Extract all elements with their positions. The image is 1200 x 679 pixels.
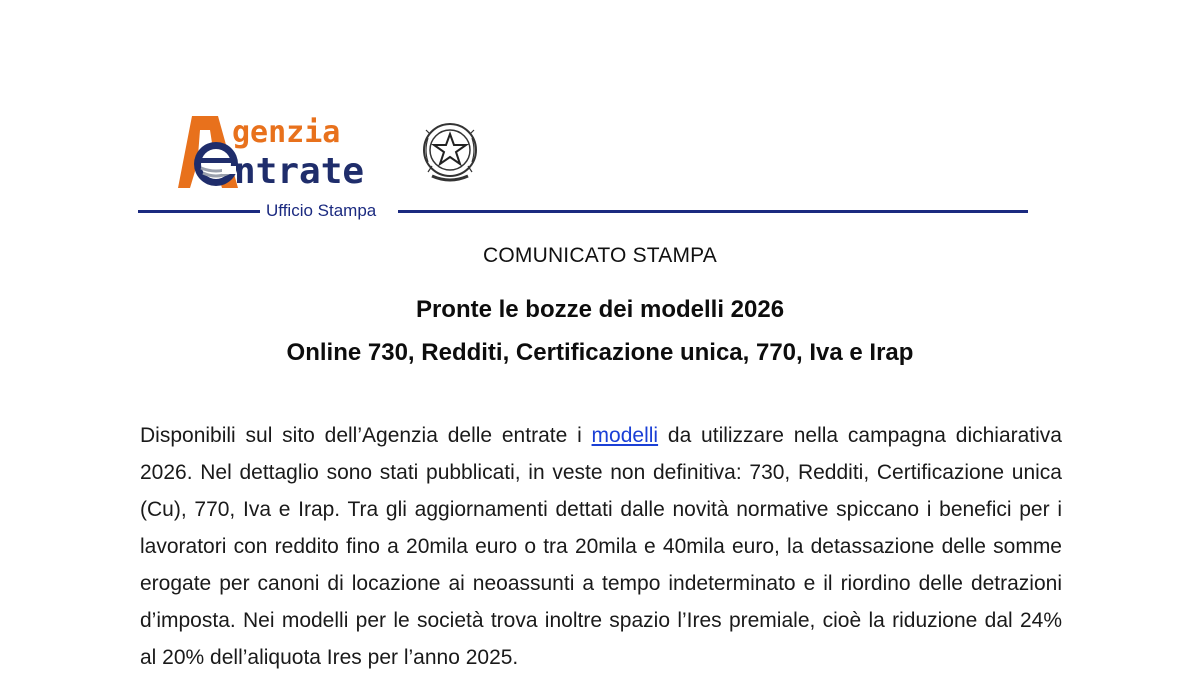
body-text-rest: da utilizzare nella campagna dichiarativa 2026. Nel dettaglio sono stati pubblicati, in veste non definitiva: 730, Redditi, Certificazione unica (Cu), 770, Iva e Irap. Tra gli aggiornamenti dettati dalle novità normative spiccano i benefici per i lavoratori con reddito fino a 20mila euro o tra 20mila e 40mila euro, la detassazione delle somme erogate per canoni di locazione ai neoassunti a tempo indeterminato e il riordino delle detrazioni d’imposta. Nei modelli per le società trova inoltre spazio l’Ires premiale, cioè la riduzione dal 24% al 20% dell’aliquota Ires per l’anno 2025. [140, 424, 1062, 669]
modelli-link[interactable]: modelli [591, 424, 659, 447]
body-text-intro: Disponibili sul sito dell’Agenzia delle entrate i [140, 424, 592, 447]
logo-text-ntrate: ntrate [234, 151, 365, 192]
header-rule-left [138, 210, 260, 213]
office-label: Ufficio Stampa [266, 201, 377, 220]
header-rule-right [398, 210, 1028, 213]
headline-line-1: Pronte le bozze dei modelli 2026 [415, 296, 785, 323]
italian-republic-emblem-icon [418, 116, 482, 188]
body-paragraph [140, 417, 1062, 676]
logo-text-genzia: genzia [232, 115, 341, 150]
headline-line-2: Online 730, Redditi, Certificazione unica, 770, Iva e Irap [286, 339, 914, 366]
press-release-kicker: COMUNICATO STAMPA [482, 244, 718, 267]
